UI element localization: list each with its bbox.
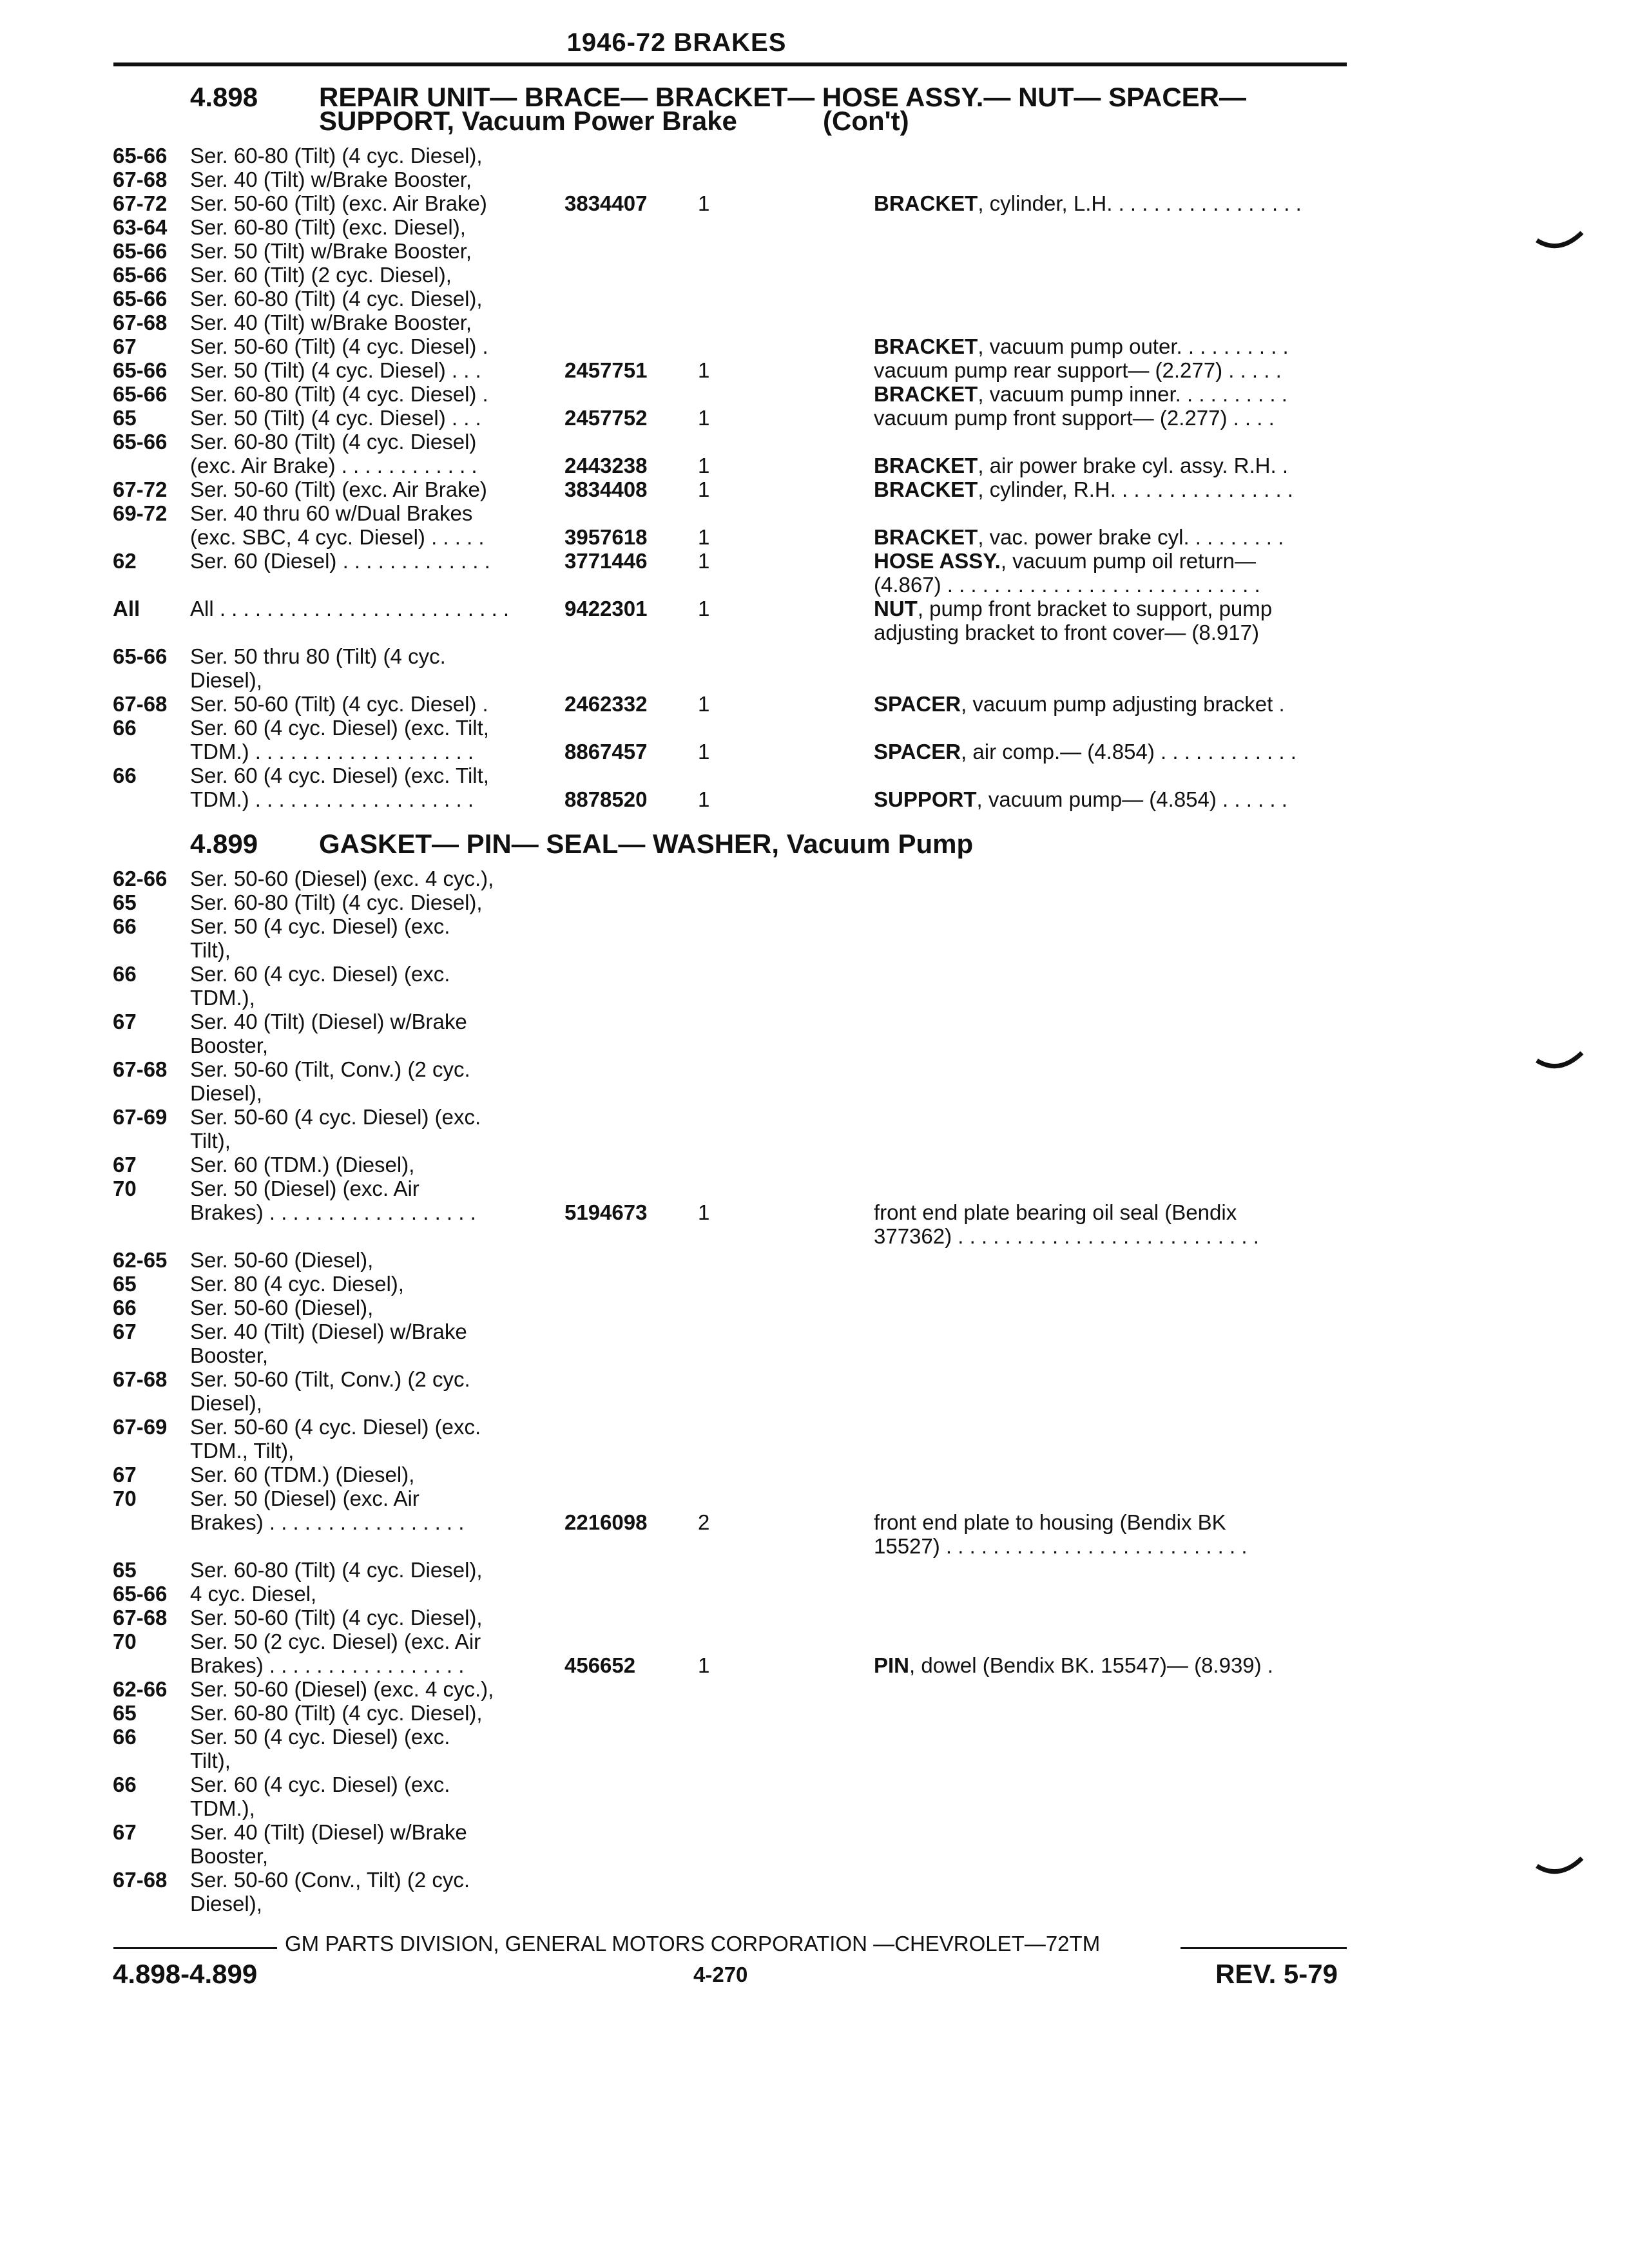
section-number: 4.899 <box>190 829 258 859</box>
part-number: 9422301 <box>564 597 648 620</box>
description-keyword: SPACER <box>874 692 961 716</box>
description-text: , vacuum pump adjusting bracket . <box>961 692 1285 716</box>
quantity: 1 <box>698 477 710 501</box>
application: Ser. 60 (4 cyc. Diesel) (exc. Tilt, TDM.) . . . . . . . . . . . . . . . . . . . <box>190 716 489 764</box>
application: Ser. 50-60 (Diesel), Ser. 80 (4 cyc. Diesel), Ser. 50-60 (Diesel), Ser. 40 (Tilt) (Diesel) w/Brake Booster, Ser. 50-60 (Tilt, Conv.) (2 cyc. Diesel), Ser. 50-60 (4 cyc. Diesel) (exc. TDM., Tilt), Ser. 60 (TDM.) (Diesel), Ser. 50 (Diesel) (exc. Air Brakes) . . . . . . . . . . . . . . . . . <box>190 1248 481 1534</box>
description <box>874 334 1345 358</box>
quantity: 1 <box>698 597 710 620</box>
quantity: 1 <box>698 740 710 764</box>
application: All . . . . . . . . . . . . . . . . . . . . . . . . . <box>190 597 510 620</box>
description-keyword: SPACER <box>874 740 961 764</box>
quantity: 1 <box>698 454 710 477</box>
quantity: 1 <box>698 191 710 215</box>
description-keyword: SUPPORT <box>874 787 977 811</box>
description-text: , vacuum pump— (4.854) . . . . . . <box>976 787 1287 811</box>
part-number: 2443238 <box>564 454 648 477</box>
description <box>874 406 1345 430</box>
description-text: vacuum pump rear support— (2.277) . . . . . <box>874 358 1282 382</box>
part-number: 5194673 <box>564 1200 648 1224</box>
model-years: 65-66 67-68 <box>113 644 168 716</box>
quantity: 1 <box>698 549 710 573</box>
binder-hole-mark <box>1534 1049 1585 1075</box>
quantity: 1 <box>698 1653 710 1677</box>
model-years: 66 <box>113 716 137 740</box>
page-title: 1946-72 BRAKES <box>566 28 787 57</box>
description-text: front end plate bearing oil seal (Bendix 377362) . . . . . . . . . . . . . . . . . . . . . . . . . . <box>874 1200 1259 1248</box>
model-years: All <box>113 597 140 620</box>
description <box>874 549 1345 597</box>
description <box>874 692 1345 716</box>
quantity: 2 <box>698 1510 710 1534</box>
description-keyword: BRACKET <box>874 334 978 358</box>
description-text: , cylinder, R.H. . . . . . . . . . . . . . . . <box>978 477 1293 501</box>
description-text: , dowel (Bendix BK. 15547)— (8.939) . <box>909 1653 1273 1677</box>
section-subtitle: SUPPORT, Vacuum Power Brake <box>319 106 737 136</box>
part-number: 2216098 <box>564 1510 648 1534</box>
application: Ser. 50-60 (Diesel) (exc. 4 cyc.), Ser. 60-80 (Tilt) (4 cyc. Diesel), Ser. 50 (4 cyc. Diesel) (exc. Tilt), Ser. 60 (4 cyc. Diesel) (exc. TDM.), Ser. 40 (Tilt) (Diesel) w/Brake Booster, Ser. 50-60 (Conv., Tilt) (2 cyc. Diesel), <box>190 1677 494 1916</box>
part-number: 8878520 <box>564 787 648 811</box>
application: Ser. 50 thru 80 (Tilt) (4 cyc. Diesel), Ser. 50-60 (Tilt) (4 cyc. Diesel) . <box>190 644 488 716</box>
footer-revision: REV. 5-79 <box>1215 1959 1338 1989</box>
model-years: 62 <box>113 549 137 573</box>
description <box>874 477 1345 501</box>
description <box>874 1510 1345 1558</box>
application: Ser. 50-60 (Diesel) (exc. 4 cyc.), Ser. 60-80 (Tilt) (4 cyc. Diesel), Ser. 50 (4 cyc. Diesel) (exc. Tilt), Ser. 60 (4 cyc. Diesel) (exc. TDM.), Ser. 40 (Tilt) (Diesel) w/Brake Booster, Ser. 50-60 (Tilt, Conv.) (2 cyc. Diesel), Ser. 50-60 (4 cyc. Diesel) (exc. Tilt), Ser. 60 (TDM.) (Diesel), Ser. 50 (Diesel) (exc. Air Brakes) . . . . . . . . . . . . . . . . . . <box>190 867 494 1224</box>
footer-publisher: GM PARTS DIVISION, GENERAL MOTORS CORPORATION —CHEVROLET—72TM <box>285 1932 1101 1956</box>
footer-rule-right <box>1181 1947 1347 1949</box>
description <box>874 1200 1345 1248</box>
description-text: , vacuum pump oil return— (4.867) . . . . . . . . . . . . . . . . . . . . . . . . . . . <box>874 549 1260 597</box>
model-years: 62-65 65 66 67 67-68 67-69 67 70 <box>113 1248 168 1510</box>
part-number: 3957618 <box>564 525 648 549</box>
quantity: 1 <box>698 787 710 811</box>
description-text: , pump front bracket to support, pump adjusting bracket to front cover— (8.917) <box>874 597 1273 644</box>
model-years: 66 <box>113 764 137 787</box>
description <box>874 358 1345 382</box>
model-years: 65 <box>113 406 137 430</box>
model-years: 62-66 65 66 66 67 67-68 67-69 67 70 <box>113 867 168 1200</box>
model-years: 67-72 <box>113 477 168 501</box>
part-number: 2457751 <box>564 358 648 382</box>
quantity: 1 <box>698 692 710 716</box>
application: Ser. 60-80 (Tilt) (4 cyc. Diesel) (exc. Air Brake) . . . . . . . . . . . . <box>190 430 477 477</box>
description <box>874 597 1345 644</box>
model-years: 63-64 65-66 65-66 65-66 67-68 67 <box>113 215 168 358</box>
model-years: 65-66 <box>113 382 168 406</box>
model-years: 65-66 67-68 67-72 <box>113 144 168 215</box>
description <box>874 740 1345 764</box>
part-number: 8867457 <box>564 740 648 764</box>
footer-section-range: 4.898-4.899 <box>113 1959 258 1989</box>
part-number: 3771446 <box>564 549 648 573</box>
model-years: 69-72 <box>113 501 168 525</box>
description-text: front end plate to housing (Bendix BK 15527) . . . . . . . . . . . . . . . . . . . . . . . . . . <box>874 1510 1248 1558</box>
description-keyword: BRACKET <box>874 525 978 549</box>
footer-rule-left <box>113 1947 277 1949</box>
description-keyword: BRACKET <box>874 477 978 501</box>
application: Ser. 50 (Tilt) (4 cyc. Diesel) . . . <box>190 406 481 430</box>
description-keyword: BRACKET <box>874 191 978 215</box>
application: Ser. 60-80 (Tilt) (exc. Diesel), Ser. 50 (Tilt) w/Brake Booster, Ser. 60 (Tilt) (2 cyc. Diesel), Ser. 60-80 (Tilt) (4 cyc. Diesel), Ser. 40 (Tilt) w/Brake Booster, Ser. 50-60 (Tilt) (4 cyc. Diesel) . <box>190 215 488 358</box>
model-years: 65 65-66 67-68 70 <box>113 1558 168 1653</box>
part-number: 2462332 <box>564 692 648 716</box>
header-rule <box>113 62 1347 66</box>
model-years: 65-66 <box>113 430 168 454</box>
application: Ser. 50 (Tilt) (4 cyc. Diesel) . . . <box>190 358 481 382</box>
description-keyword: NUT <box>874 597 918 620</box>
application: Ser. 60 (4 cyc. Diesel) (exc. Tilt, TDM.) . . . . . . . . . . . . . . . . . . . <box>190 764 489 811</box>
application: Ser. 60-80 (Tilt) (4 cyc. Diesel) . <box>190 382 488 406</box>
quantity: 1 <box>698 1200 710 1224</box>
description <box>874 787 1345 811</box>
description <box>874 454 1345 477</box>
description-text: , air power brake cyl. assy. R.H. . <box>978 454 1289 477</box>
footer-page-number: 4-270 <box>693 1963 748 1986</box>
model-years: 62-66 65 66 66 67 67-68 <box>113 1677 168 1892</box>
application: Ser. 60 (Diesel) . . . . . . . . . . . . . <box>190 549 490 573</box>
description-text: , vacuum pump inner. . . . . . . . . . <box>978 382 1287 406</box>
binder-hole-mark <box>1534 1854 1585 1880</box>
description-keyword: HOSE ASSY. <box>874 549 1001 573</box>
part-number: 456652 <box>564 1653 636 1677</box>
quantity: 1 <box>698 406 710 430</box>
binder-hole-mark <box>1534 229 1585 255</box>
application: Ser. 40 thru 60 w/Dual Brakes (exc. SBC, 4 cyc. Diesel) . . . . . <box>190 501 485 549</box>
section-title: REPAIR UNIT— BRACE— BRACKET— HOSE ASSY.— NUT— SPACER— <box>319 82 1246 112</box>
application: Ser. 60-80 (Tilt) (4 cyc. Diesel), Ser. 40 (Tilt) w/Brake Booster, Ser. 50-60 (Tilt) (exc. Air Brake) <box>190 144 487 215</box>
description-keyword: PIN <box>874 1653 910 1677</box>
description <box>874 1653 1345 1677</box>
quantity: 1 <box>698 525 710 549</box>
description <box>874 191 1345 215</box>
application: Ser. 50-60 (Tilt) (exc. Air Brake) <box>190 477 487 501</box>
description-text: , cylinder, L.H. . . . . . . . . . . . . . . . . <box>978 191 1302 215</box>
description-text: vacuum pump front support— (2.277) . . . . <box>874 406 1275 430</box>
description <box>874 382 1345 406</box>
description-keyword: BRACKET <box>874 382 978 406</box>
part-number: 3834407 <box>564 191 648 215</box>
description-text: , vac. power brake cyl. . . . . . . . . <box>978 525 1284 549</box>
quantity: 1 <box>698 358 710 382</box>
section-title: GASKET— PIN— SEAL— WASHER, Vacuum Pump <box>319 829 974 859</box>
part-number: 3834408 <box>564 477 648 501</box>
description <box>874 525 1345 549</box>
description-text: , vacuum pump outer. . . . . . . . . . <box>978 334 1289 358</box>
section-continued: (Con't) <box>823 106 909 136</box>
application: Ser. 60-80 (Tilt) (4 cyc. Diesel), 4 cyc. Diesel, Ser. 50-60 (Tilt) (4 cyc. Diesel), Ser. 50 (2 cyc. Diesel) (exc. Air Brakes) . . . . . . . . . . . . . . . . . <box>190 1558 483 1677</box>
description-keyword: BRACKET <box>874 454 978 477</box>
section-number: 4.898 <box>190 82 258 112</box>
description-text: , air comp.— (4.854) . . . . . . . . . . . . <box>961 740 1296 764</box>
model-years: 65-66 <box>113 358 168 382</box>
part-number: 2457752 <box>564 406 648 430</box>
